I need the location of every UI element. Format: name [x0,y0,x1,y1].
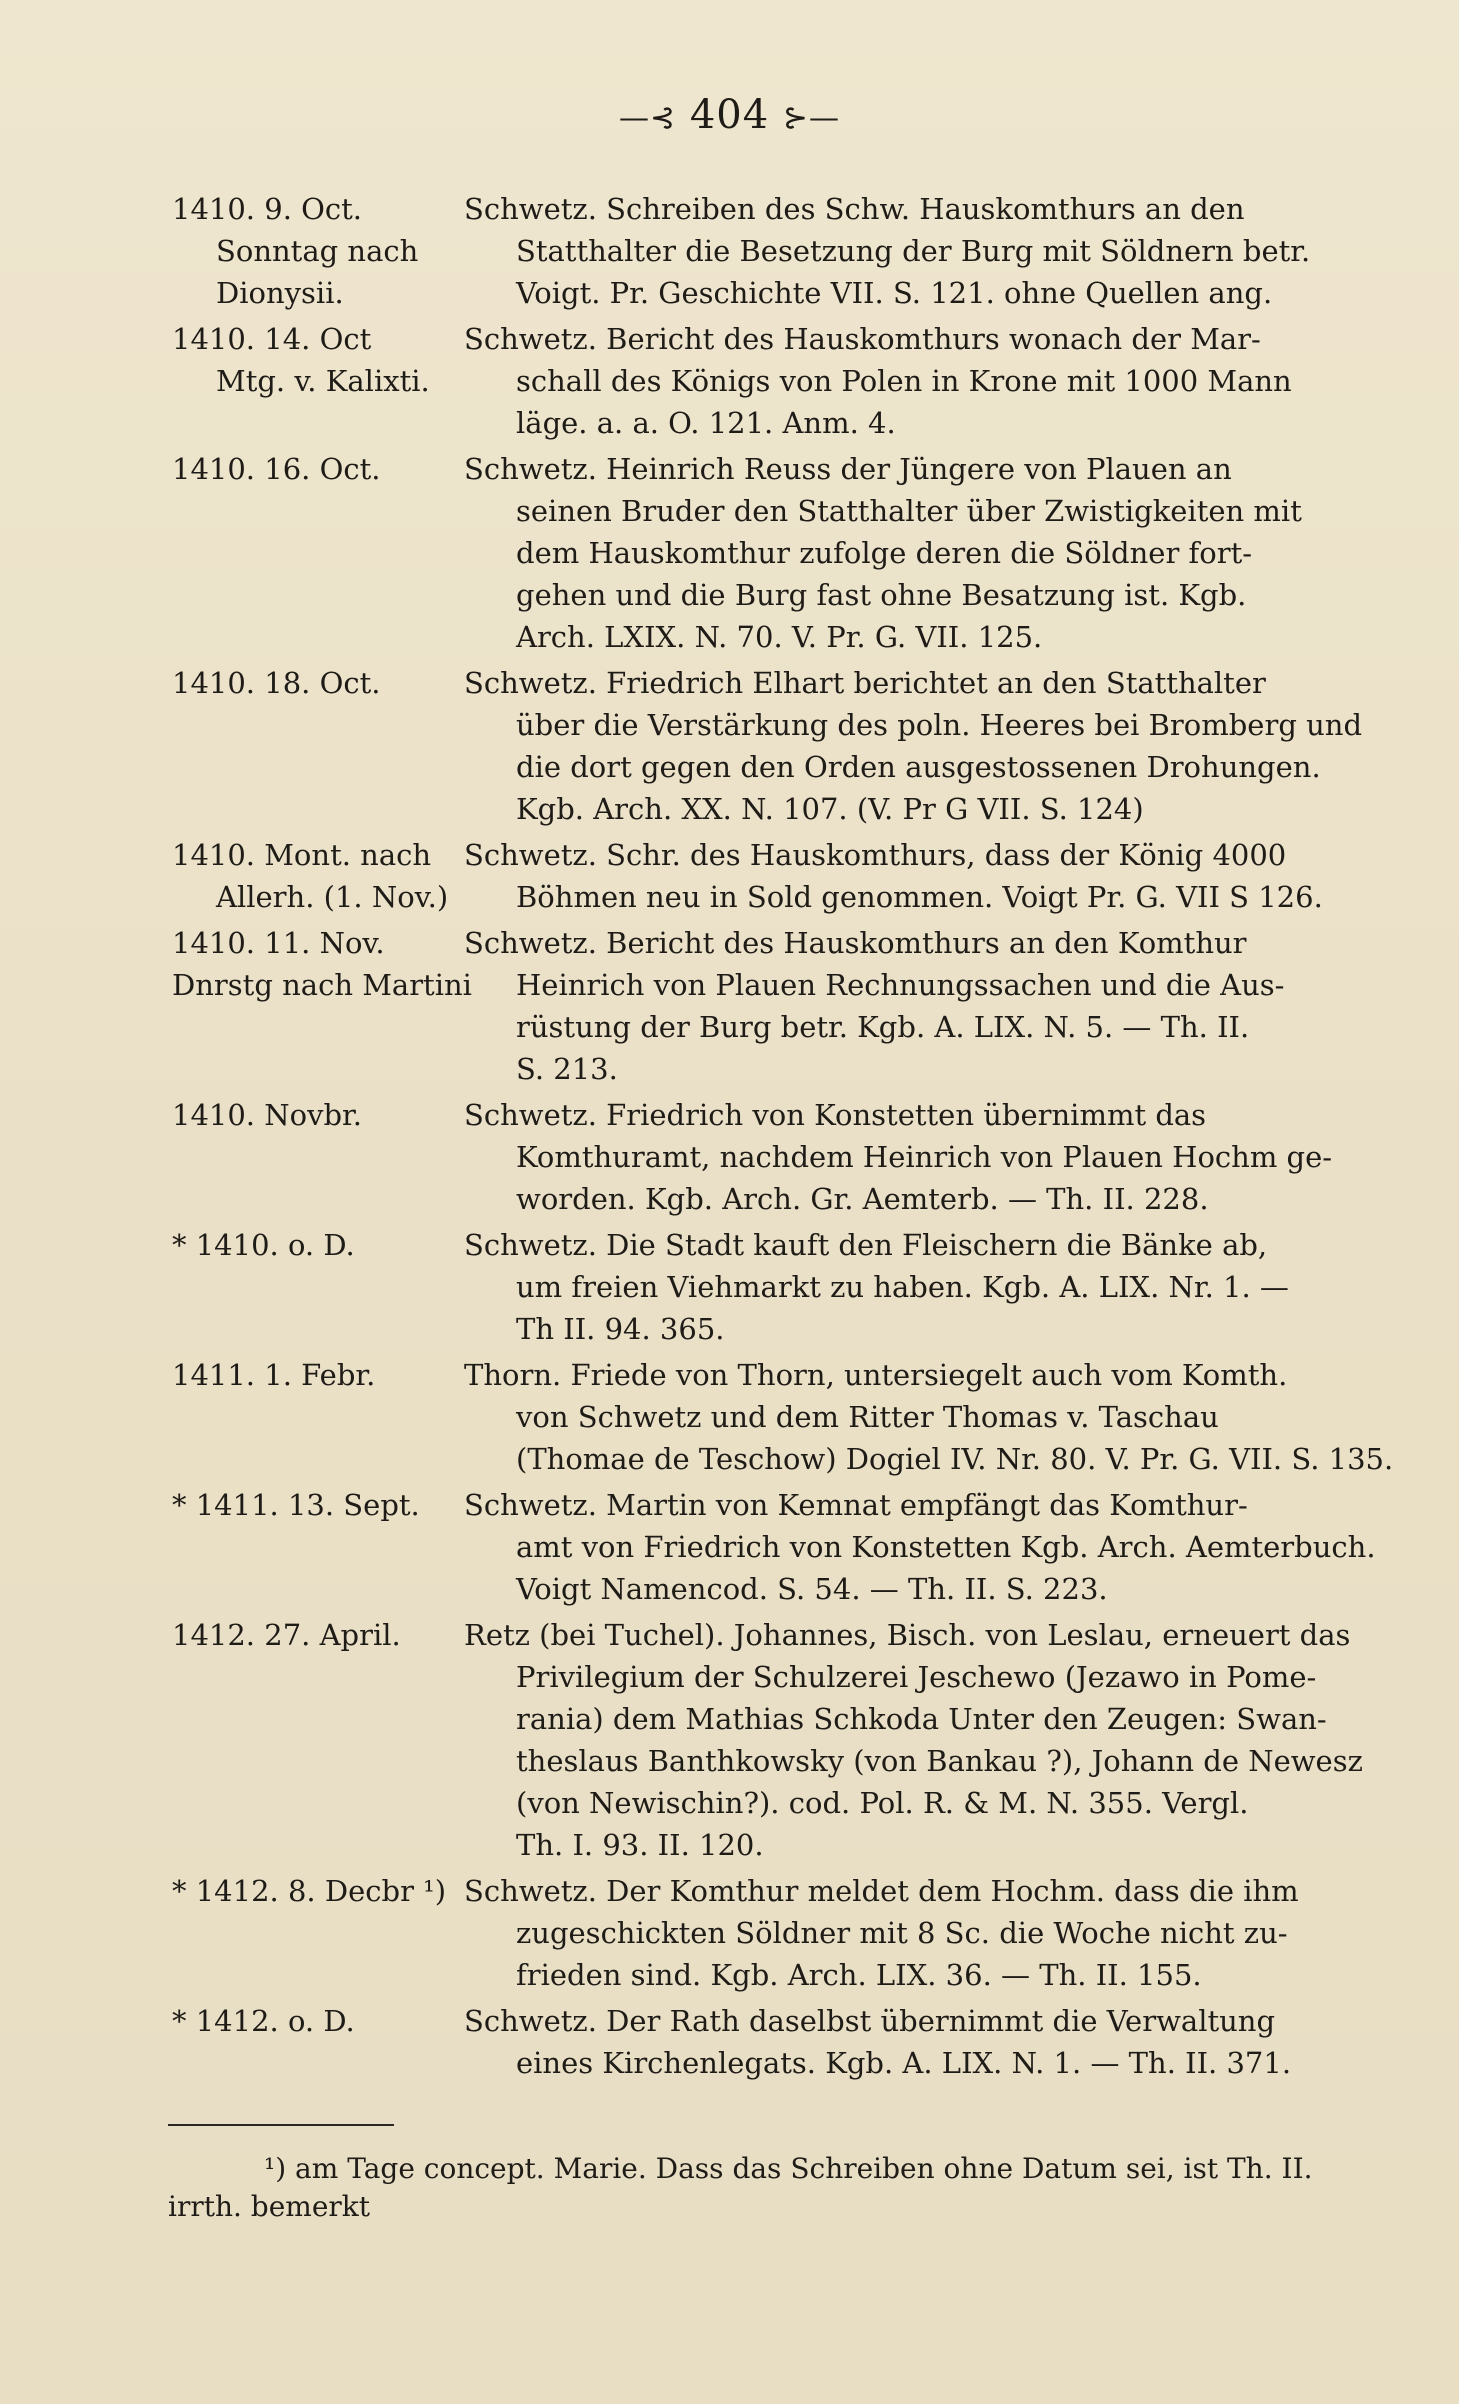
entry-date [172,448,472,658]
entry-date-line: 1410. 18. Oct. [172,666,381,700]
entry-text-line: Schwetz. Heinrich Reuss der Jüngere von Plauen an [464,452,1232,486]
footnote-line-2: irrth. bemerkt [168,2190,371,2223]
entry-date-line: 1410. Mont. nach [172,838,432,872]
left-ornament: —⊰ [618,100,677,136]
entry-text [464,1354,1402,1480]
entry-date-line: Allerh. (1. Nov.) [216,880,449,914]
entry-text [464,1870,1402,1996]
entry-text-line: Voigt. Pr. Geschichte VII. S. 121. ohne Quellen ang. [516,276,1273,310]
entry-text-line: Schwetz. Martin von Kemnat empfängt das Komthur- [464,1488,1248,1522]
entry-text-line: Schwetz. Bericht des Hauskomthurs an den Komthur [464,926,1247,960]
entry [172,1870,1402,1996]
entry-text-line: Schwetz. Bericht des Hauskomthurs wonach der Mar- [464,322,1261,356]
entry-date [172,318,472,444]
entry-date-line: 1411. 1. Febr. [172,1358,376,1392]
entry-text [464,1614,1402,1866]
entry-text [464,1484,1402,1610]
entry-date-line: Dnrstg nach Martini [172,968,472,1002]
entry-date [172,1484,472,1610]
entry-text-line: gehen und die Burg fast ohne Besatzung ist. Kgb. [516,578,1247,612]
entry [172,448,1402,658]
entry-text-line: schall des Königs von Polen in Krone mit 1000 Mann [516,364,1292,398]
entry [172,834,1402,918]
entry-text-line: Voigt Namencod. S. 54. — Th. II. S. 223. [516,1572,1108,1606]
entry [172,1614,1402,1866]
entry-text [464,662,1402,830]
page-header [0,92,1459,138]
entry [172,1224,1402,1350]
entry-date-line: Sonntag nach [216,234,419,268]
entry-text-line: Statthalter die Besetzung der Burg mit Söldnern betr. [516,234,1311,268]
entry-text-line: rüstung der Burg betr. Kgb. A. LIX. N. 5. — Th. II. [516,1010,1250,1044]
entry-date [172,1870,472,1996]
entry-date-line: * 1412. o. D. [172,2004,355,2038]
entry [172,2000,1402,2084]
entry-text-line: S. 213. [516,1052,618,1086]
entry-text-line: Thorn. Friede von Thorn, untersiegelt auch vom Komth. [464,1358,1288,1392]
entry-text-line: zugeschickten Söldner mit 8 Sc. die Woche nicht zu- [516,1916,1288,1950]
entry-text-line: Schwetz. Der Komthur meldet dem Hochm. dass die ihm [464,1874,1299,1908]
entry-text [464,1224,1402,1350]
entry-text [464,834,1402,918]
entry-text-line: von Schwetz und dem Ritter Thomas v. Taschau [516,1400,1219,1434]
entry-date-line: Mtg. v. Kalixti. [216,364,430,398]
entry-date [172,188,472,314]
entry-text [464,922,1402,1090]
entry-text-line: Heinrich von Plauen Rechnungssachen und die Aus- [516,968,1285,1002]
entry-text-line: theslaus Banthkowsky (von Bankau ?), Johann de Newesz [516,1744,1363,1778]
entry [172,1094,1402,1220]
entry-text-line: über die Verstärkung des poln. Heeres bei Bromberg und [516,708,1363,742]
entry-date [172,922,472,1090]
entry-date [172,1354,472,1480]
entry-date [172,834,472,918]
entry-text-line: dem Hauskomthur zufolge deren die Söldner fort- [516,536,1253,570]
entry-text-line: Arch. LXIX. N. 70. V. Pr. G. VII. 125. [516,620,1043,654]
entry-text-line: Komthuramt, nachdem Heinrich von Plauen Hochm ge- [516,1140,1333,1174]
entry [172,1484,1402,1610]
entry-text-line: Schwetz. Die Stadt kauft den Fleischern die Bänke ab, [464,1228,1268,1262]
entry-text [464,1094,1402,1220]
entry-text-line: (von Newischin?). cod. Pol. R. & M. N. 355. Vergl. [516,1786,1249,1820]
right-ornament: ⊱— [782,100,841,136]
entry-date-line: 1410. Novbr. [172,1098,362,1132]
entry-date-line: 1410. 11. Nov. [172,926,385,960]
entry-date-line: 1410. 14. Oct [172,322,372,356]
entry-text-line: seinen Bruder den Statthalter über Zwistigkeiten mit [516,494,1302,528]
entry-text-line: rania) dem Mathias Schkoda Unter den Zeugen: Swan- [516,1702,1327,1736]
entry-text-line: Schwetz. Friedrich Elhart berichtet an den Statthalter [464,666,1266,700]
footnote [168,2150,1398,2226]
entry-text-line: Retz (bei Tuchel). Johannes, Bisch. von Leslau, erneuert das [464,1618,1351,1652]
entry-text-line: Schwetz. Schreiben des Schw. Hauskomthurs an den [464,192,1245,226]
entry-text-line: worden. Kgb. Arch. Gr. Aemterb. — Th. II. 228. [516,1182,1209,1216]
entry-date [172,1614,472,1866]
entry-text-line: Schwetz. Der Rath daselbst übernimmt die Verwaltung [464,2004,1276,2038]
page-number: 404 [689,92,770,138]
entry-date [172,1224,472,1350]
entry-text-line: amt von Friedrich von Konstetten Kgb. Arch. Aemterbuch. [516,1530,1376,1564]
entry-date [172,2000,472,2084]
entry-date-line: 1410. 9. Oct. [172,192,363,226]
entry-text [464,188,1402,314]
footnote-rule [168,2124,394,2126]
entry-text [464,448,1402,658]
entry-text-line: Kgb. Arch. XX. N. 107. (V. Pr G VII. S. 124) [516,792,1144,826]
entry-date [172,662,472,830]
entry-text-line: Schwetz. Friedrich von Konstetten übernimmt das [464,1098,1207,1132]
entry [172,318,1402,444]
entry-date [172,1094,472,1220]
entry-text-line: Schwetz. Schr. des Hauskomthurs, dass der König 4000 [464,838,1287,872]
entry-text-line: um freien Viehmarkt zu haben. Kgb. A. LIX. Nr. 1. — [516,1270,1289,1304]
entry-date-line: * 1412. 8. Decbr ¹) [172,1874,447,1908]
entry-text [464,318,1402,444]
entry-text-line: (Thomae de Teschow) Dogiel IV. Nr. 80. V. Pr. G. VII. S. 135. [516,1442,1394,1476]
entry-text-line: frieden sind. Kgb. Arch. LIX. 36. — Th. II. 155. [516,1958,1202,1992]
entry-date-line: 1412. 27. April. [172,1618,401,1652]
entry [172,922,1402,1090]
footnote-line-1: ¹) am Tage concept. Marie. Dass das Schreiben ohne Datum sei, ist Th. II. [264,2152,1313,2185]
entry-text-line: Privilegium der Schulzerei Jeschewo (Jezawo in Pome- [516,1660,1317,1694]
entry-date-line: 1410. 16. Oct. [172,452,381,486]
entry-text-line: die dort gegen den Orden ausgestossenen Drohungen. [516,750,1321,784]
entry-text-line: läge. a. a. O. 121. Anm. 4. [516,406,896,440]
entry-list [172,188,1402,2088]
entry-text-line: Böhmen neu in Sold genommen. Voigt Pr. G. VII S 126. [516,880,1323,914]
entry-date-line: * 1411. 13. Sept. [172,1488,420,1522]
entry-text-line: Th II. 94. 365. [516,1312,725,1346]
entry [172,662,1402,830]
entry-date-line: Dionysii. [216,276,344,310]
entry-text [464,2000,1402,2084]
entry-text-line: Th. I. 93. II. 120. [516,1828,764,1862]
entry [172,1354,1402,1480]
entry [172,188,1402,314]
entry-text-line: eines Kirchenlegats. Kgb. A. LIX. N. 1. — Th. II. 371. [516,2046,1292,2080]
entry-date-line: * 1410. o. D. [172,1228,355,1262]
